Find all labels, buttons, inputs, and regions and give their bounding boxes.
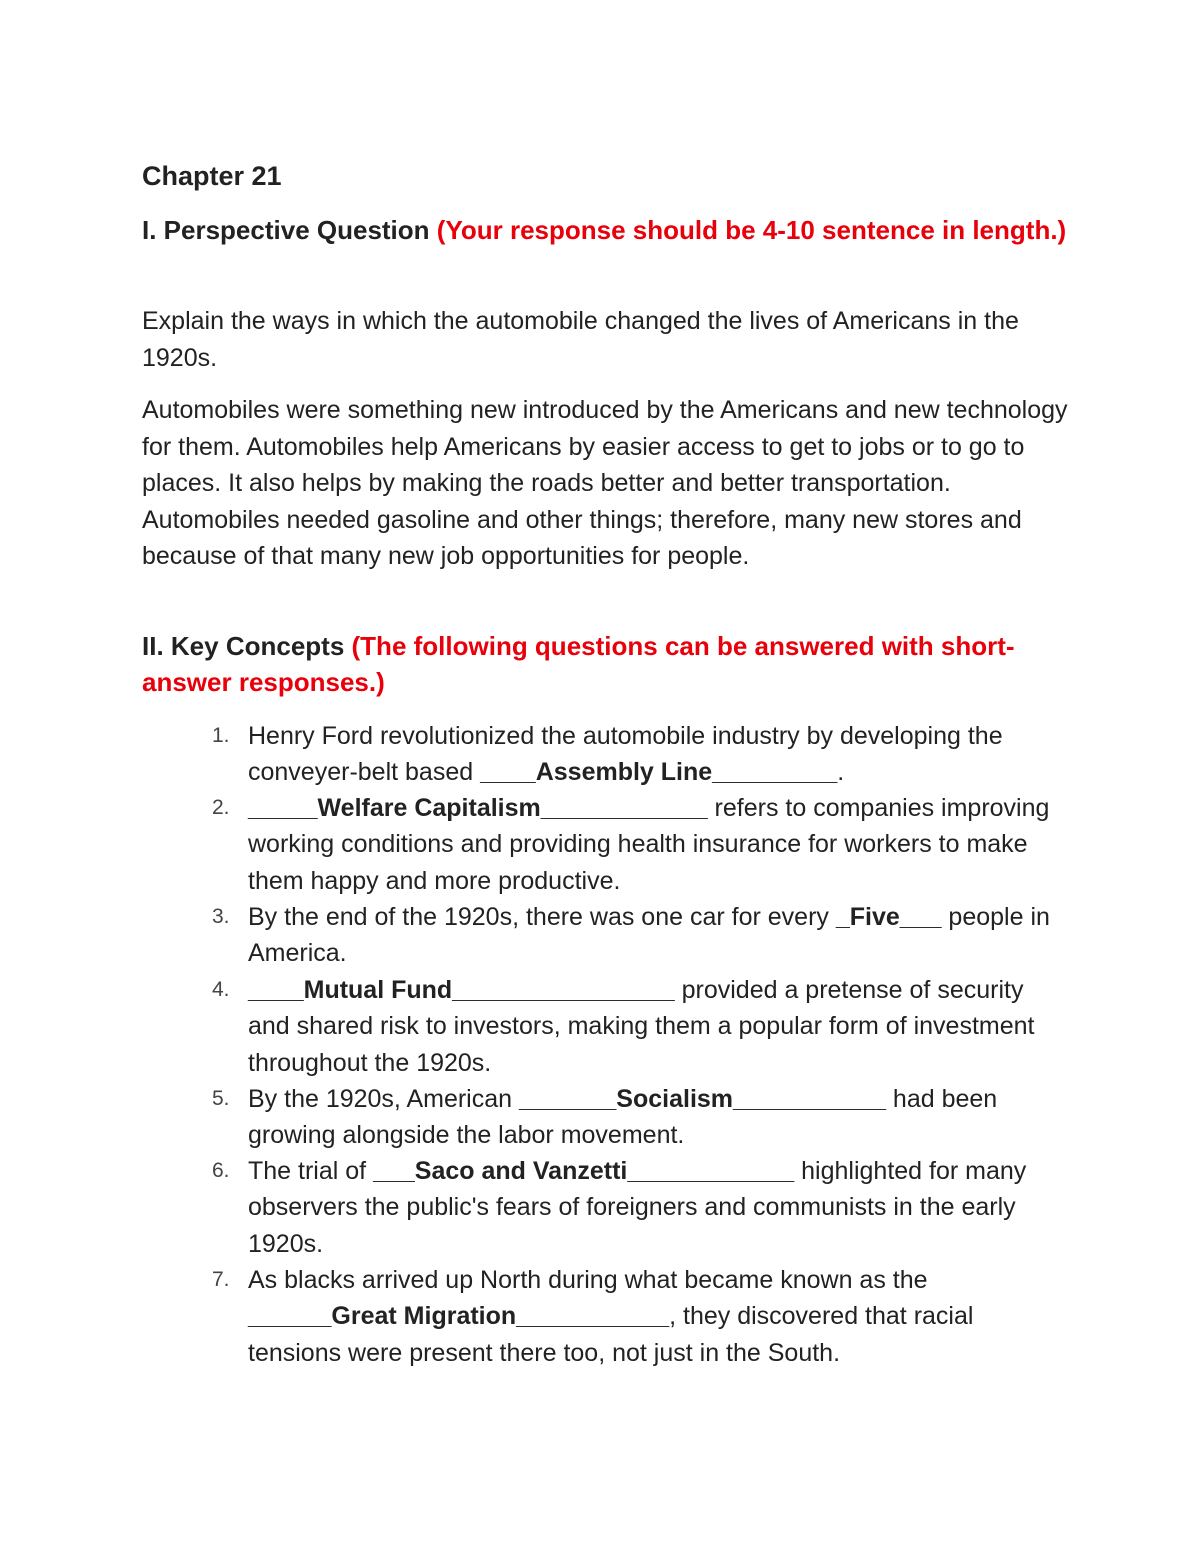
item-text-before: As blacks arrived up North during what became known as the bbox=[248, 1266, 928, 1294]
item-number: 3. bbox=[212, 905, 230, 928]
section-1-title: I. Perspective Question bbox=[142, 215, 430, 245]
section-2-title: II. Key Concepts bbox=[142, 631, 345, 661]
item-answer: _______Socialism___________ bbox=[518, 1085, 886, 1113]
item-text-after: highlighted for many observers the public's fears of foreigners and communists in the early 1920s. bbox=[248, 1157, 1027, 1258]
list-item bbox=[212, 1262, 1068, 1371]
item-number: 7. bbox=[212, 1268, 230, 1291]
list-item bbox=[212, 899, 1068, 972]
item-answer: _____Welfare Capitalism____________ bbox=[248, 794, 708, 822]
item-answer: ___Saco and Vanzetti____________ bbox=[373, 1157, 795, 1185]
item-text-after: , they discovered that racial tensions were present there too, not just in the South. bbox=[248, 1302, 974, 1367]
item-answer: _Five___ bbox=[835, 903, 942, 931]
item-text-before: By the end of the 1920s, there was one car for every bbox=[248, 903, 836, 931]
item-text-after: refers to companies improving working conditions and providing health insurance for workers to make them happy and more productive. bbox=[248, 794, 1050, 895]
item-number: 4. bbox=[212, 978, 230, 1001]
item-number: 6. bbox=[212, 1159, 230, 1182]
list-item bbox=[212, 718, 1068, 791]
item-answer: ______Great Migration___________ bbox=[248, 1302, 670, 1331]
item-text-after: had been growing alongside the labor movement. bbox=[248, 1085, 998, 1150]
item-number: 2. bbox=[212, 796, 230, 819]
item-text-after: . bbox=[837, 758, 845, 787]
item-text-before: The trial of bbox=[248, 1157, 374, 1185]
list-item bbox=[212, 1081, 1068, 1154]
chapter-title: Chapter 21 bbox=[142, 161, 282, 191]
item-number: 1. bbox=[212, 724, 230, 747]
list-item bbox=[212, 1153, 1068, 1262]
item-answer: ____Assembly Line_________ bbox=[480, 758, 838, 787]
section-2-instruction: (The following questions can be answered with short-answer responses.) bbox=[142, 631, 1015, 697]
section-1-instruction: (Your response should be 4-10 sentence in length.) bbox=[436, 215, 1067, 245]
perspective-question: Explain the ways in which the automobile changed the lives of Americans in the 1920s. bbox=[142, 307, 1019, 372]
item-text-after: provided a pretense of security and shared risk to investors, making them a popular form of investment throughout the 1920s. bbox=[248, 976, 1035, 1077]
list-item bbox=[212, 972, 1068, 1081]
item-answer: ____Mutual Fund________________ bbox=[248, 976, 675, 1004]
list-item bbox=[212, 790, 1068, 899]
item-text-after: people in America. bbox=[248, 903, 1050, 968]
item-text-before: Henry Ford revolutionized the automobile industry by developing the conveyer-belt based bbox=[248, 722, 1003, 787]
item-text-before: By the 1920s, American bbox=[248, 1085, 519, 1113]
perspective-answer: Automobiles were something new introduced by the Americans and new technology for them. Automobiles help Americans by easier access to get to jobs or to go to places. It also helps by making the roads better and better transportation. Automobiles needed gasoline and other things; therefore, many new stores and because of that many new job opportunities for people. bbox=[142, 396, 1068, 570]
item-number: 5. bbox=[212, 1087, 230, 1110]
